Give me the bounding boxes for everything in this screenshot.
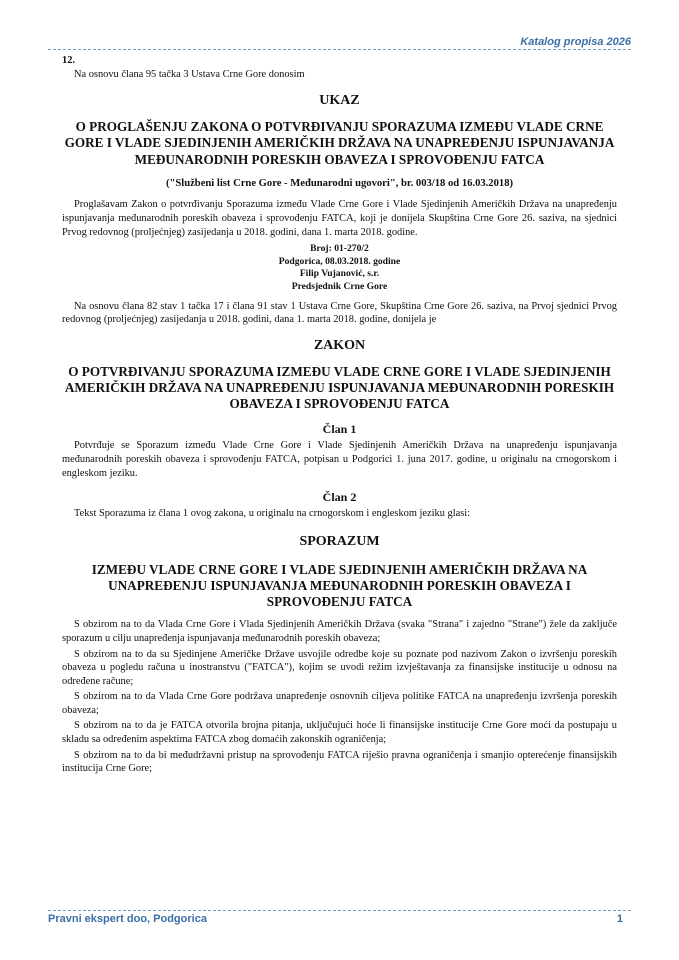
recital-paragraph: S obzirom na to da Vlada Crne Gore podržava unapređenje osnovnih ciljeva politike FATCA na unapređenju izvršenja poreskih obaveza; (62, 691, 617, 716)
header-brand: Katalog propisa 2026 (520, 36, 631, 48)
recitals-list (62, 618, 617, 776)
page-number: 1 (616, 913, 623, 925)
article-1-title: Član 1 (322, 422, 357, 437)
article-2-title: Član 2 (322, 490, 357, 505)
agreement-title: SPORAZUM (299, 533, 380, 549)
signature-place-date: Podgorica, 08.03.2018. godine (278, 255, 401, 267)
footer-divider (48, 910, 631, 911)
zakon-subtitle: O POTVRĐIVANJU SPORAZUMA IZMEĐU VLADE CRNE GORE I VLADE SJEDINJENIH AMERIČKIH DRŽAVA NA UNAPREĐENJU ISPUNJAVANJA MEĐUNARODNIH PORESKIH OBAVEZA I SPROVOĐENJU FATCA (64, 363, 615, 412)
signature-number: Broj: 01-270/2 (310, 243, 369, 255)
footer-publisher: Pravni ekspert doo, Podgorica (48, 913, 207, 925)
document-body (62, 54, 617, 778)
proclamation-paragraph: Proglašavam Zakon o potvrđivanju Sporazuma između Vlade Crne Gore i Vlade Sjedinjenih Američkih Država na unapređenju ispunjavanja međunarodnih poreskih obaveza i sprovođenju FATCA, koji je donijela Skupština Crne Gore 26. saziva, na sjednici Prvog redovnog (proljećnjeg) zasijedanja u 2018. godini, dana 1. marta 2018. godine. (62, 199, 617, 238)
article-1-text: Potvrđuje se Sporazum između Vlade Crne Gore i Vlade Sjedinjenih Američkih Država na unapređenju ispunjavanja međunarodnih poreskih obaveza i sprovođenju FATCA, potpisan u Podgorici 1. juna 2017. godine, u originalu na crnogorskom i engleskom jeziku. (62, 440, 617, 479)
signature-block (62, 243, 617, 293)
recital-paragraph: S obzirom na to da su Sjedinjene Američke Države usvojile odredbe koje su poznate pod nazivom Zakon o izvršenju poreskih obaveza u pogledu računa u inostranstvu ("FATCA"), kojim se uvodi režim izvještavanja za finansijske institucije u odnosu na određene račune; (62, 648, 617, 687)
gazette-reference: ("Službeni list Crne Gore - Međunarodni ugovori", br. 003/18 od 16.03.2018) (165, 177, 514, 189)
signature-name: Filip Vujanović, s.r. (299, 268, 380, 280)
intro-paragraph: Na osnovu člana 95 tačka 3 Ustava Crne Gore donosim (74, 68, 305, 80)
document-number: 12. (62, 55, 75, 66)
parliament-basis-paragraph: Na osnovu člana 82 stav 1 tačka 17 i člana 91 stav 1 Ustava Crne Gore, Skupština Crne Gore 26. saziva, na Prvoj sjednici Prvog redovnog (proljećnjeg) zasijedanja u 2018. godini, dana 1. marta 2018. godine, donijela je (62, 300, 617, 326)
recital-paragraph: S obzirom na to da Vlada Crne Gore i Vlada Sjedinjenih Američkih Država (svaka "Strana" i zajedno "Strane") žele da zaključe sporazum u cilju unapređenja ispunjavanja međunarodnih poreskih obaveza; (62, 619, 617, 644)
recital-paragraph: S obzirom na to da bi međudržavni pristup na sprovođenju FATCA riješio pravna ograničenja i smanjio opterećenje finansijskih institucija Crne Gore; (62, 749, 617, 775)
header-divider (48, 49, 631, 50)
article-2-text: Tekst Sporazuma iz člana 1 ovog zakona, u originalu na crnogorskom i engleskom jeziku glasi: (74, 508, 471, 520)
signature-role: Predsjednik Crne Gore (291, 280, 388, 292)
ukaz-subtitle: O PROGLAŠENJU ZAKONA O POTVRĐIVANJU SPORAZUMA IZMEĐU VLADE CRNE GORE I VLADE SJEDINJENIH AMERIČKIH DRŽAVA NA UNAPREĐENJU ISPUNJAVANJA MEĐUNARODNIH PORESKIH OBAVEZA I SPROVOĐENJU FATCA (64, 119, 615, 167)
ukaz-title: UKAZ (319, 93, 360, 109)
agreement-subtitle: IZMEĐU VLADE CRNE GORE I VLADE SJEDINJENIH AMERIČKIH DRŽAVA NA UNAPREĐENJU ISPUNJAVANJA MEĐUNARODNIH PORESKIH OBAVEZA I SPROVOĐENJU FATCA (91, 561, 588, 610)
zakon-title: ZAKON (313, 337, 366, 353)
recital-paragraph: S obzirom na to da je FATCA otvorila brojna pitanja, uključujući hoće li finansijske institucije Crne Gore moći da postupaju u skladu sa određenim aspektima FATCA zbog domaćih zakonskih ograničenja; (62, 720, 617, 746)
